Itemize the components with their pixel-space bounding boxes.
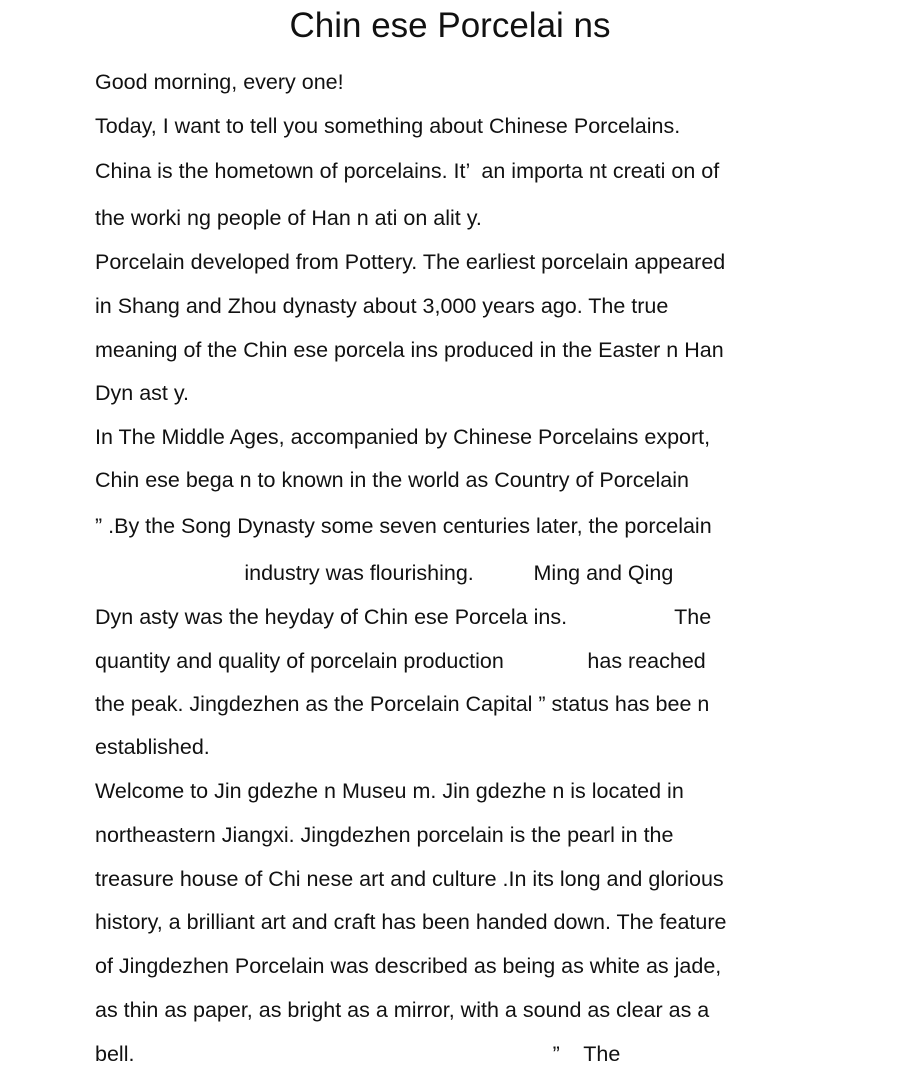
- text-line: in Shang and Zhou dynasty about 3,000 years ago. The true: [95, 294, 669, 318]
- document-title: Chin ese Porcelai ns: [289, 6, 611, 45]
- text-line: the worki ng people of Han n ati on alit y.: [95, 206, 482, 230]
- text-line: China is the hometown of porcelains. It’ an importa nt creati on of: [95, 159, 720, 183]
- text-line: meaning of the Chin ese porcela ins produced in the Easter n Han: [95, 338, 724, 362]
- text-line: Chin ese bega n to known in the world as Country of Porcelain: [95, 468, 689, 492]
- text-line: Good morning, every one!: [95, 70, 344, 94]
- text-line: Dyn ast y.: [95, 381, 189, 405]
- text-line: Welcome to Jin gdezhe n Museu m. Jin gdezhe n is located in: [95, 779, 684, 803]
- text-line: established.: [95, 735, 210, 759]
- text-line: history, a brilliant art and craft has been handed down. The feature: [95, 910, 727, 934]
- text-line: ” .By the Song Dynasty some seven centuries later, the porcelain: [95, 514, 712, 538]
- text-line: northeastern Jiangxi. Jingdezhen porcelain is the pearl in the: [95, 823, 674, 847]
- text-line: as thin as paper, as bright as a mirror, with a sound as clear as a: [95, 998, 710, 1022]
- text-line: In The Middle Ages, accompanied by Chinese Porcelains export,: [95, 425, 711, 449]
- text-line: treasure house of Chi nese art and culture .In its long and glorious: [95, 867, 724, 891]
- text-line: Porcelain developed from Pottery. The earliest porcelain appeared: [95, 250, 726, 274]
- text-line: of Jingdezhen Porcelain was described as being as white as jade,: [95, 954, 722, 978]
- text-line: quantity and quality of porcelain production has reached: [95, 649, 706, 673]
- text-line: Dyn asty was the heyday of Chin ese Porcela ins. The: [95, 605, 712, 629]
- text-line: Today, I want to tell you something about Chinese Porcelains.: [95, 114, 681, 138]
- text-line: bell. ” The: [95, 1042, 621, 1066]
- text-line: industry was flourishing. Ming and Qing: [95, 561, 674, 585]
- text-line: the peak. Jingdezhen as the Porcelain Capital ” status has bee n: [95, 692, 710, 716]
